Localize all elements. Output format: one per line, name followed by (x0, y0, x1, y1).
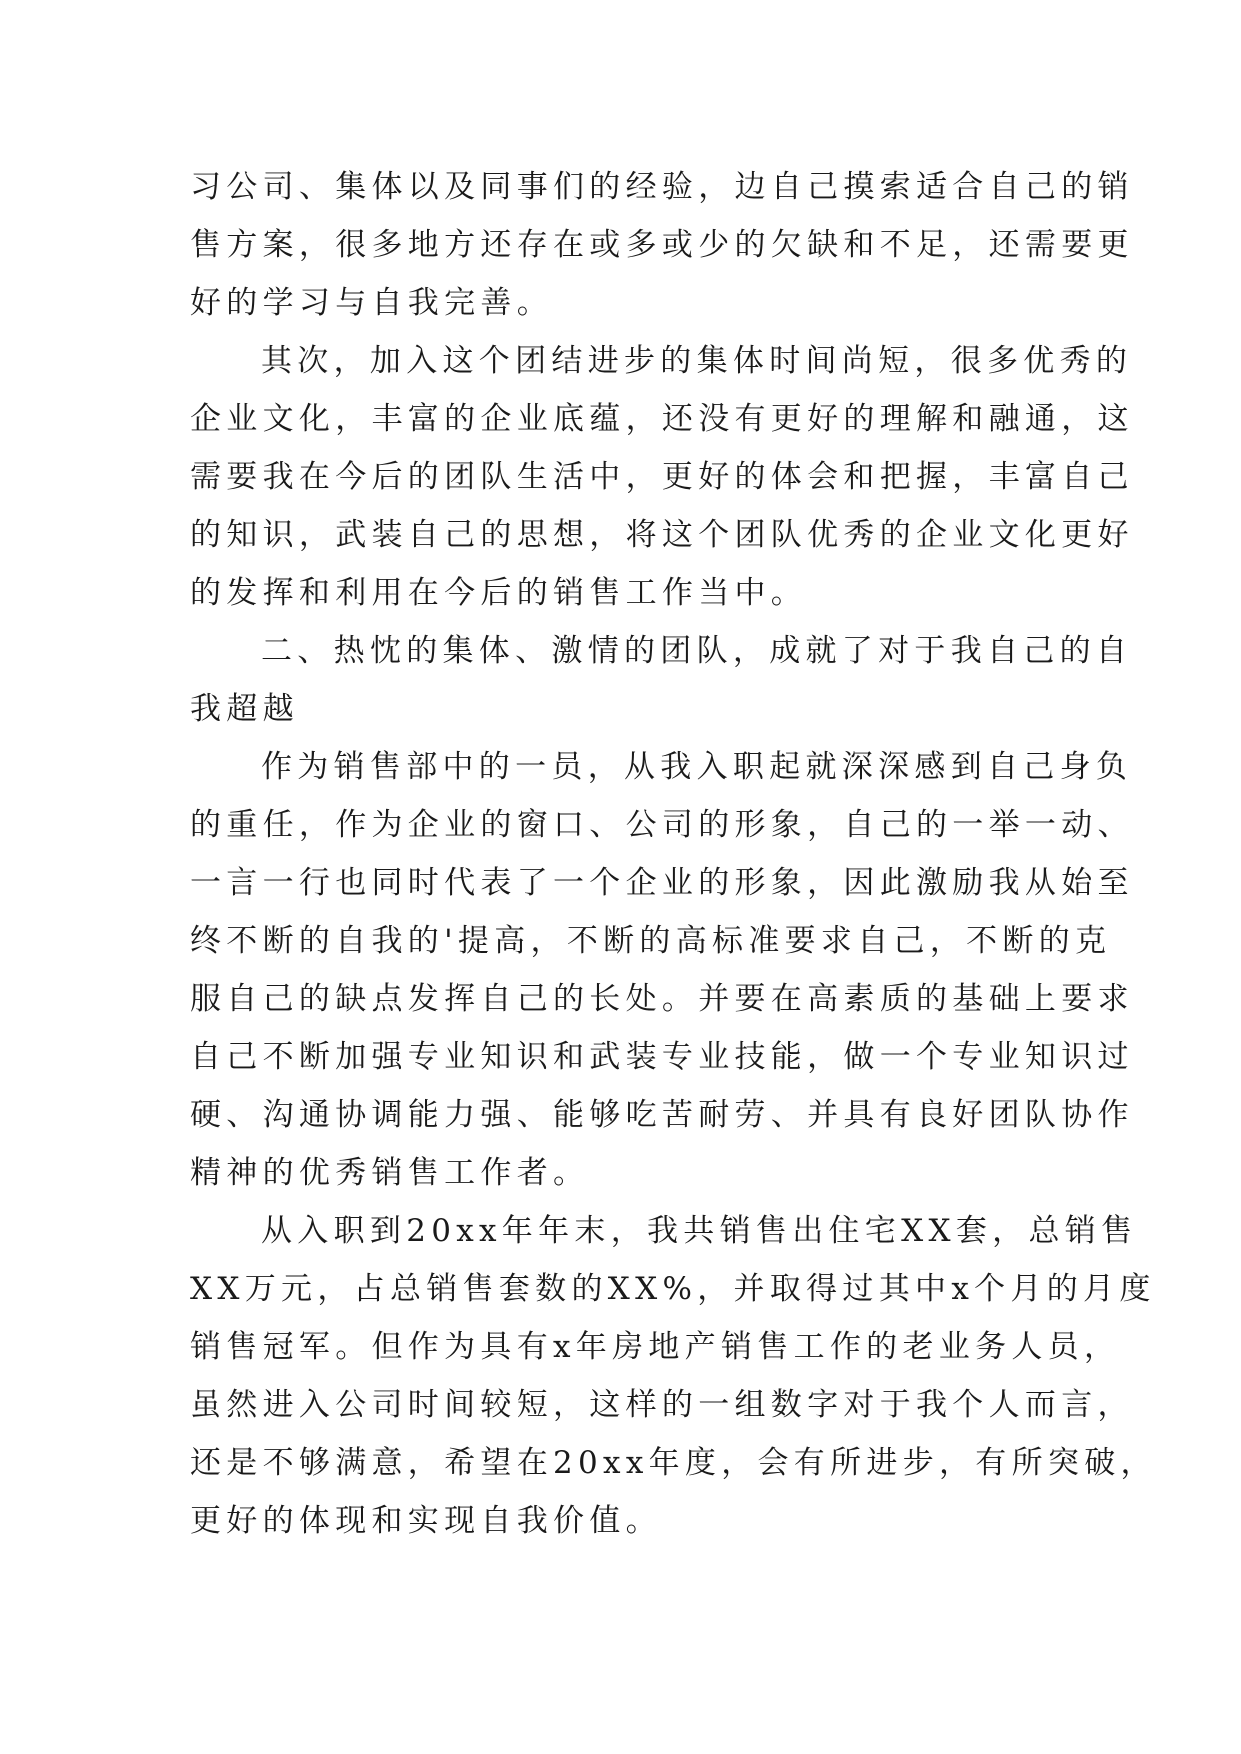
text-line: 需要我在今后的团队生活中，更好的体会和把握，丰富自己 (190, 459, 1134, 495)
text-line: 还是不够满意，希望在20xx年度，会有所进步，有所突破， (190, 1445, 1157, 1481)
text-line: 精神的优秀销售工作者。 (190, 1155, 590, 1191)
text-line: 其次，加入这个团结进步的集体时间尚短，很多优秀的 (261, 343, 1133, 379)
document-body (190, 158, 1157, 1550)
text-line: 自己不断加强专业知识和武装专业技能，做一个专业知识过 (190, 1039, 1134, 1075)
text-line: 好的学习与自我完善。 (190, 285, 553, 321)
text-line: 销售冠军。但作为具有x年房地产销售工作的老业务人员， (190, 1329, 1121, 1365)
text-line: 企业文化，丰富的企业底蕴，还没有更好的理解和融通，这 (190, 401, 1134, 437)
text-line: 的发挥和利用在今后的销售工作当中。 (190, 575, 808, 611)
section-heading-line: 二、热忱的集体、激情的团队，成就了对于我自己的自 (261, 633, 1133, 669)
text-line: 的知识，武装自己的思想，将这个团队优秀的企业文化更好 (190, 517, 1134, 553)
text-line: 虽然进入公司时间较短，这样的一组数字对于我个人而言， (190, 1387, 1134, 1423)
text-line: 的重任，作为企业的窗口、公司的形象，自己的一举一动、 (190, 807, 1134, 843)
text-line: 更好的体现和实现自我价值。 (190, 1503, 662, 1539)
text-line: 服自己的缺点发挥自己的长处。并要在高素质的基础上要求 (190, 981, 1134, 1017)
text-line: 习公司、集体以及同事们的经验，边自己摸索适合自己的销 (190, 169, 1134, 205)
text-line: 硬、沟通协调能力强、能够吃苦耐劳、并具有良好团队协作 (190, 1097, 1134, 1133)
text-line: 终不断的自我的'提高，不断的高标准要求自己，不断的克 (190, 923, 1112, 959)
section-heading-line: 我超越 (190, 691, 299, 727)
text-line: 售方案，很多地方还存在或多或少的欠缺和不足，还需要更 (190, 227, 1134, 263)
text-line: XX万元，占总销售套数的XX%，并取得过其中x个月的月度 (190, 1271, 1156, 1307)
text-line: 作为销售部中的一员，从我入职起就深深感到自己身负 (261, 749, 1133, 785)
text-line: 一言一行也同时代表了一个企业的形象，因此激励我从始至 (190, 865, 1134, 901)
text-line: 从入职到20xx年年末，我共销售出住宅XX套，总销售 (261, 1213, 1138, 1249)
